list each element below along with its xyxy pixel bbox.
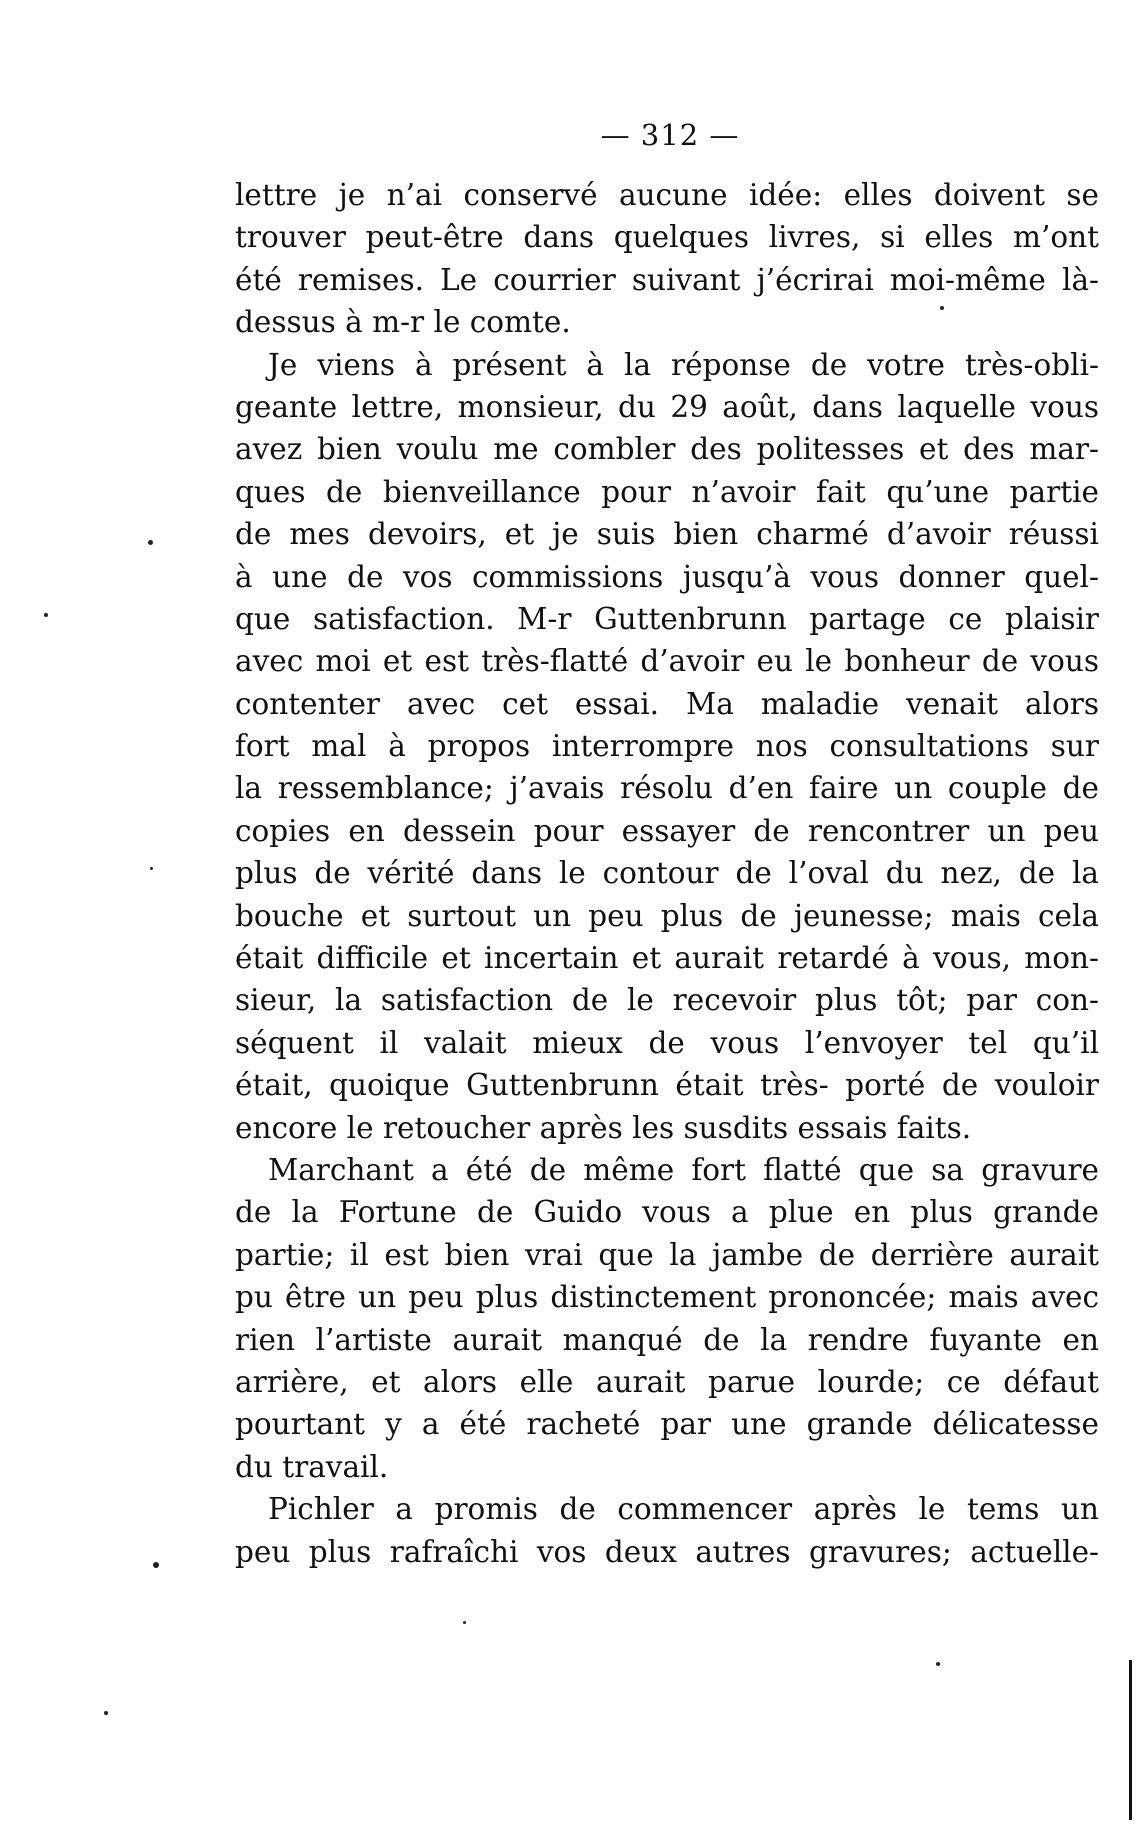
scan-speck: [148, 540, 153, 545]
text-line: Pichler a promis de commencer après le tems un: [268, 1492, 1099, 1527]
text-line: avec moi et est très-flatté d’avoir eu le bonheur de vous: [235, 644, 1099, 679]
scan-speck: [104, 1711, 108, 1715]
text-line: que satisfaction. M-r Guttenbrunn partage ce plaisir: [235, 601, 1099, 636]
scan-speck: [936, 1662, 940, 1666]
text-line: à une de vos commissions jusqu’à vous donner quel-: [235, 559, 1099, 594]
scan-edge-line: [1129, 1660, 1132, 1820]
text-line: geante lettre, monsieur, du 29 août, dans laquelle vous: [235, 389, 1099, 424]
text-line: arrière, et alors elle aurait parue lourde; ce défaut: [235, 1364, 1099, 1399]
text-line: ques de bienveillance pour n’avoir fait qu’une partie: [235, 474, 1099, 509]
text-line: Je viens à présent à la réponse de votre très-obli-: [268, 347, 1099, 382]
text-line: était difficile et incertain et aurait retardé à vous, mon-: [235, 941, 1099, 976]
text-line: fort mal à propos interrompre nos consultations sur: [235, 729, 1099, 764]
text-line: plus de vérité dans le contour de l’oval du nez, de la: [235, 856, 1099, 891]
text-line: contenter avec cet essai. Ma maladie venait alors: [235, 686, 1099, 721]
text-line: était, quoique Guttenbrunn était très- porté de vouloir: [235, 1068, 1099, 1103]
text-line: la ressemblance; j’avais résolu d’en faire un couple de: [235, 771, 1099, 806]
text-line: dessus à m-r le comte.: [235, 305, 571, 340]
text-line: été remises. Le courrier suivant j’écrirai moi-même là-: [235, 262, 1099, 297]
text-line: Marchant a été de même fort flatté que sa gravure: [268, 1152, 1099, 1187]
text-line: encore le retoucher après les susdits essais faits.: [235, 1110, 972, 1145]
scan-speck: [153, 1562, 159, 1568]
text-line: pourtant y a été racheté par une grande délicatesse: [235, 1407, 1099, 1442]
text-line: bouche et surtout un peu plus de jeunesse; mais cela: [235, 898, 1099, 933]
text-line: peu plus rafraîchi vos deux autres gravures; actuelle-: [235, 1534, 1099, 1569]
page-number: — 312 —: [600, 118, 740, 152]
text-line: de mes devoirs, et je suis bien charmé d’avoir réussi: [235, 517, 1099, 552]
text-line: sieur, la satisfaction de le recevoir plus tôt; par con-: [235, 983, 1099, 1018]
text-line: pu être un peu plus distinctement prononcée; mais avec: [235, 1280, 1099, 1315]
text-line: lettre je n’ai conservé aucune idée: elles doivent se: [235, 178, 1099, 212]
scan-speck: [463, 1621, 466, 1624]
scan-speck: [44, 613, 48, 617]
scan-speck: [940, 306, 944, 310]
text-line: trouver peut-être dans quelques livres, si elles m’ont: [235, 220, 1099, 255]
text-line: séquent il valait mieux de vous l’envoyer tel qu’il: [235, 1025, 1099, 1060]
text-line: copies en dessein pour essayer de rencontrer un peu: [235, 813, 1099, 848]
body-text: [235, 174, 1099, 1573]
text-line: avez bien voulu me combler des politesses et des mar-: [235, 432, 1099, 467]
scan-speck: [150, 867, 153, 870]
text-line: rien l’artiste aurait manqué de la rendre fuyante en: [235, 1322, 1099, 1357]
text-line: partie; il est bien vrai que la jambe de derrière aurait: [235, 1237, 1099, 1272]
text-line: de la Fortune de Guido vous a plue en plus grande: [235, 1195, 1099, 1230]
text-line: du travail.: [235, 1449, 389, 1484]
